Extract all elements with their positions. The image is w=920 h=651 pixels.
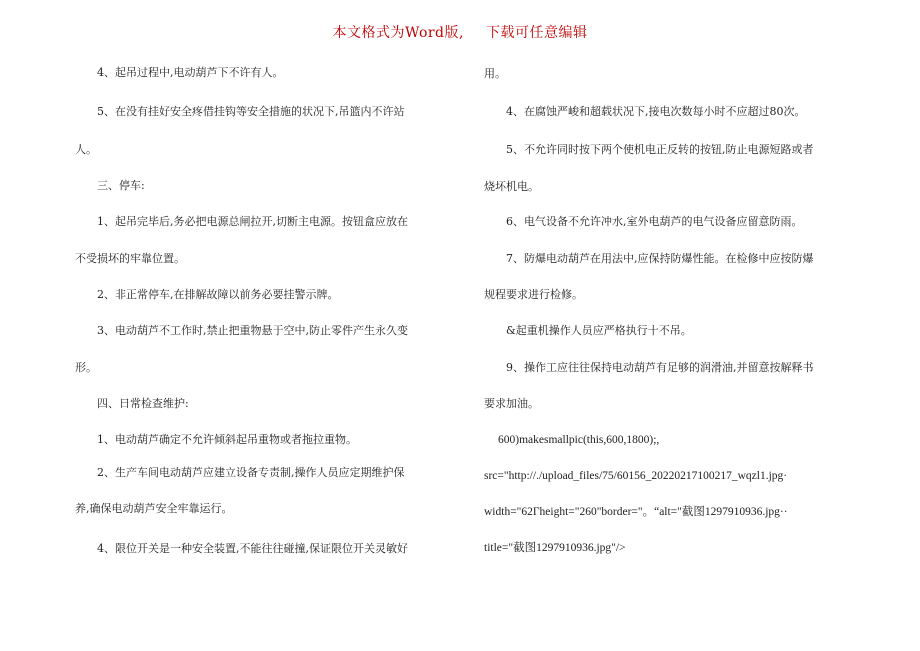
paragraph-line: &起重机操作人员应严格执行十不吊。 <box>506 324 692 337</box>
paragraph-line: 2、生产车间电动葫芦应建立设备专责制,操作人员应定期维护保 <box>97 466 405 479</box>
code-line: 600)makesmallpic(this,600,1800);, <box>498 434 660 446</box>
paragraph-line: 不受损坏的牢靠位置。 <box>75 252 185 265</box>
code-line: width="62Γheight="260"border="。“alt="截图1297910936.jpg·· <box>484 506 788 518</box>
paragraph-line: 5、在没有挂好安全疼借挂钩等安全措施的状况下,吊篮内不许站 <box>97 105 405 118</box>
paragraph-line: 4、起吊过程中,电动葫芦下不许有人。 <box>97 66 284 79</box>
paragraph-line: 3、电动葫芦不工作时,禁止把重物悬于空中,防止零件产生永久变 <box>97 324 408 337</box>
paragraph-line: 养,确保电动葫芦安全牢靠运行。 <box>75 502 233 515</box>
section-heading: 三、停车: <box>97 179 145 192</box>
code-line: title="截图1297910936.jpg"/> <box>484 542 626 554</box>
paragraph-line: 1、起吊完毕后,务必把电源总闸拉开,切断主电源。按钮盒应放在 <box>97 215 408 228</box>
paragraph-line: 1、电动葫芦确定不允许倾斜起吊重物或者拖拉重物。 <box>97 433 357 446</box>
paragraph-line: 5、不允许同时按下两个使机电正反转的按钮,防止电源短路或者 <box>506 143 814 156</box>
paragraph-line: 人。 <box>75 143 97 156</box>
section-heading: 四、日常检查维护: <box>97 397 189 410</box>
paragraph-line: 9、操作工应往往保持电动葫芦有足够的润滑油,并留意按解释书 <box>506 361 814 374</box>
paragraph-line: 7、防爆电动葫芦在用法中,应保持防爆性能。在检修中应按防爆 <box>506 252 814 265</box>
paragraph-line: 2、非正常停车,在排解故障以前务必要挂警示牌。 <box>97 288 339 301</box>
paragraph-line: 4、在腐蚀严峻和超载状况下,接电次数每小时不应超过80次。 <box>506 105 806 118</box>
paragraph-line: 6、电气设备不允许冲水,室外电葫芦的电气设备应留意防雨。 <box>506 215 803 228</box>
paragraph-line: 要求加油。 <box>484 397 539 410</box>
right-column <box>484 0 834 651</box>
paragraph-line: 4、限位开关是一种安全装置,不能往往碰撞,保证限位开关灵敏好 <box>97 542 408 555</box>
header-format-note: 本文格式为Word版, <box>332 25 464 41</box>
paragraph-line: 形。 <box>75 361 97 374</box>
header-download-note: 下载可任意编辑 <box>485 25 588 41</box>
left-column <box>75 0 420 651</box>
paragraph-line: 规程要求进行检修。 <box>484 288 583 301</box>
paragraph-line: 用。 <box>484 67 506 80</box>
code-line: src="http://./upload_files/75/60156_20220217100217_wqzl1.jpg· <box>484 470 788 482</box>
paragraph-line: 烧坏机电。 <box>484 180 539 193</box>
